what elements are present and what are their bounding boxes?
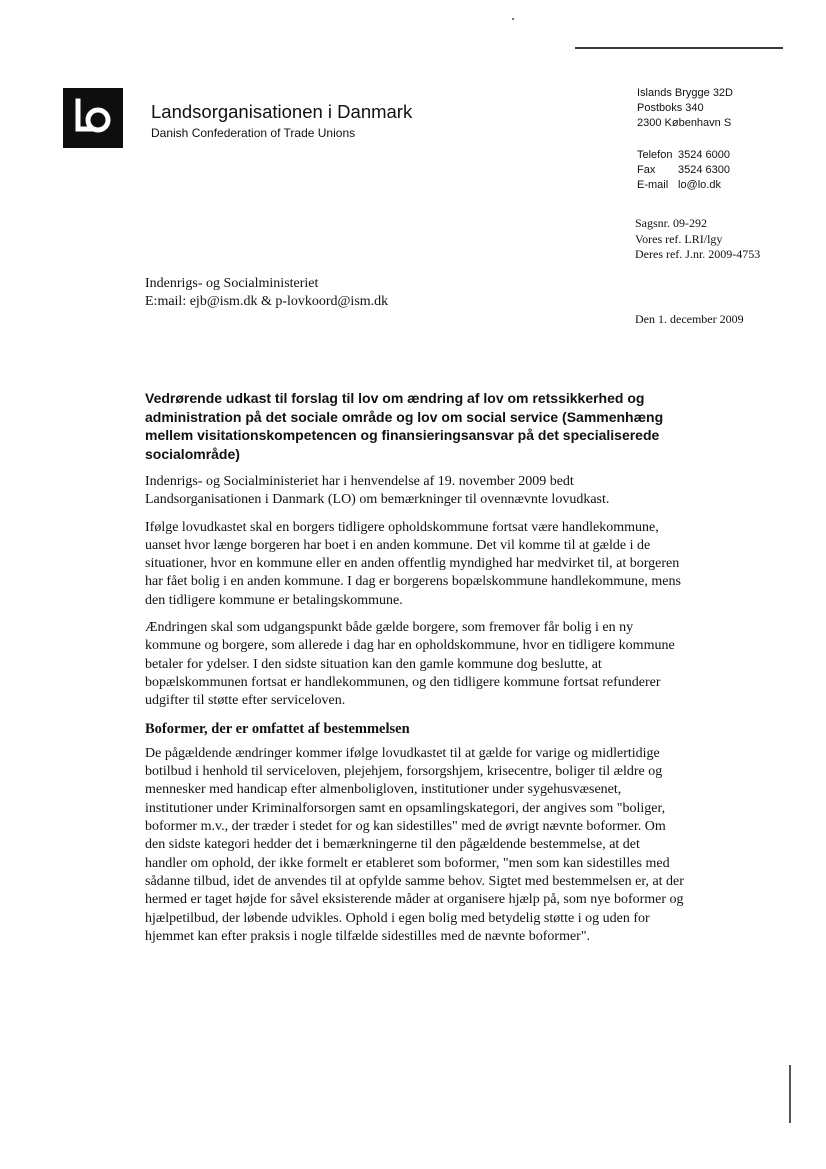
recipient-block — [145, 275, 388, 311]
our-reference: Vores ref. LRI/lgy — [635, 231, 723, 246]
phone-value: 3524 6000 — [678, 149, 730, 161]
address-line: Postboks 340 — [637, 102, 704, 114]
reference-block — [635, 216, 760, 263]
org-name: Landsorganisationen i Danmark — [151, 101, 413, 122]
scan-artifact-dot — [512, 18, 514, 20]
sender-contact — [637, 148, 730, 193]
recipient-name: Indenrigs- og Socialministeriet — [145, 276, 319, 291]
letter-subject: Vedrørende udkast til forslag til lov om ændring af lov om retssikkerhed og administration på det sociale område og lov om social service (Sammenhæng mellem visitationskompetencen og finansieringsansvar på det specialiserede socialområde) — [145, 390, 664, 462]
recipient-email: E:mail: ejb@ism.dk & p-lovkoord@ism.dk — [145, 294, 389, 309]
fax-value: 3524 6300 — [678, 164, 730, 176]
section-heading: Boformer, der er omfattet af bestemmelsen — [145, 720, 410, 737]
lo-logo-icon — [63, 88, 123, 148]
body-paragraph: Ændringen skal som udgangspunkt både gælde borgere, som fremover får bolig i en ny kommune og borgere, som allerede i dag har en opholdskommune, hvor en tidligere kommune betaler for ydelser. I den sidste situation kan den gamle kommune dog beslutte, at bopælskommunen fortsat er handlekommunen, og den tidligere kommune fortsat refunderer udgifter til støtte efter serviceloven. — [145, 620, 675, 709]
case-number: Sagsnr. 09-292 — [635, 216, 707, 230]
your-reference: Deres ref. J.nr. 2009-4753 — [635, 247, 761, 261]
email-row — [637, 178, 730, 193]
body-paragraph: Ifølge lovudkastet skal en borgers tidligere opholdskommune fortsat være handlekommune, uanset hvor længe borgeren har boet i en anden kommune. Det vil komme til at gælde i de situationer, hvor en kommune eller en anden offentlig myndighed har medvirket til, at borgeren har fået bolig i en anden kommune. I dag er borgerens bopælskommune handlekommune, mens den tidligere kommune er betalingskommune. — [145, 519, 681, 608]
letter-body — [145, 473, 685, 955]
scan-artifact-line — [575, 47, 783, 49]
letter-date: Den 1. december 2009 — [635, 312, 744, 326]
address-line: Islands Brygge 32D — [637, 87, 733, 99]
address-line: 2300 København S — [637, 117, 732, 129]
sender-address — [637, 86, 733, 131]
body-paragraph: De pågældende ændringer kommer ifølge lovudkastet til at gælde for varige og midlertidige botilbud i henhold til serviceloven, plejehjem, forsorgshjem, krisecentre, boliger til ældre og mennesker med handicap efter almenboligloven, institutioner under sygehusvæsenet, institutioner under Kriminalforsorgen samt en opsamlingskategori, der angives som "boliger, boformer m.v., der træder i stedet for og kan sidestilles" med de øvrigt nævnte boformer. Om den sidste kategori hedder det i bemærkningerne til den pågældende bestemmelse, at det handler om ophold, der ikke formelt er etableret som boformer, "men som kan sidestilles med sådanne tilbud, idet de anvendes til at opfylde samme behov. Sigtet med bestemmelsen er, at der hermed er taget højde for såvel eksisterende måder at organisere hjælp på, som nye boformer og hjælpetilbud, der løbende udvikles. Ophold i egen bolig med betydelig støtte i og uden for hjemmet kan efter praksis i nogle tilfælde sidestilles med de nævnte boformer". — [145, 745, 684, 944]
fax-row — [637, 163, 730, 178]
org-subtitle: Danish Confederation of Trade Unions — [151, 126, 356, 140]
scan-artifact-edge — [789, 1065, 791, 1123]
phone-row — [637, 148, 730, 163]
fax-label: Fax — [637, 164, 656, 176]
email-value: lo@lo.dk — [678, 179, 721, 191]
email-label: E-mail — [637, 179, 669, 191]
body-paragraph: Indenrigs- og Socialministeriet har i henvendelse af 19. november 2009 bedt Landsorganisationen i Danmark (LO) om bemærkninger til ovennævnte lovudkast. — [145, 474, 610, 508]
phone-label: Telefon — [637, 149, 673, 161]
